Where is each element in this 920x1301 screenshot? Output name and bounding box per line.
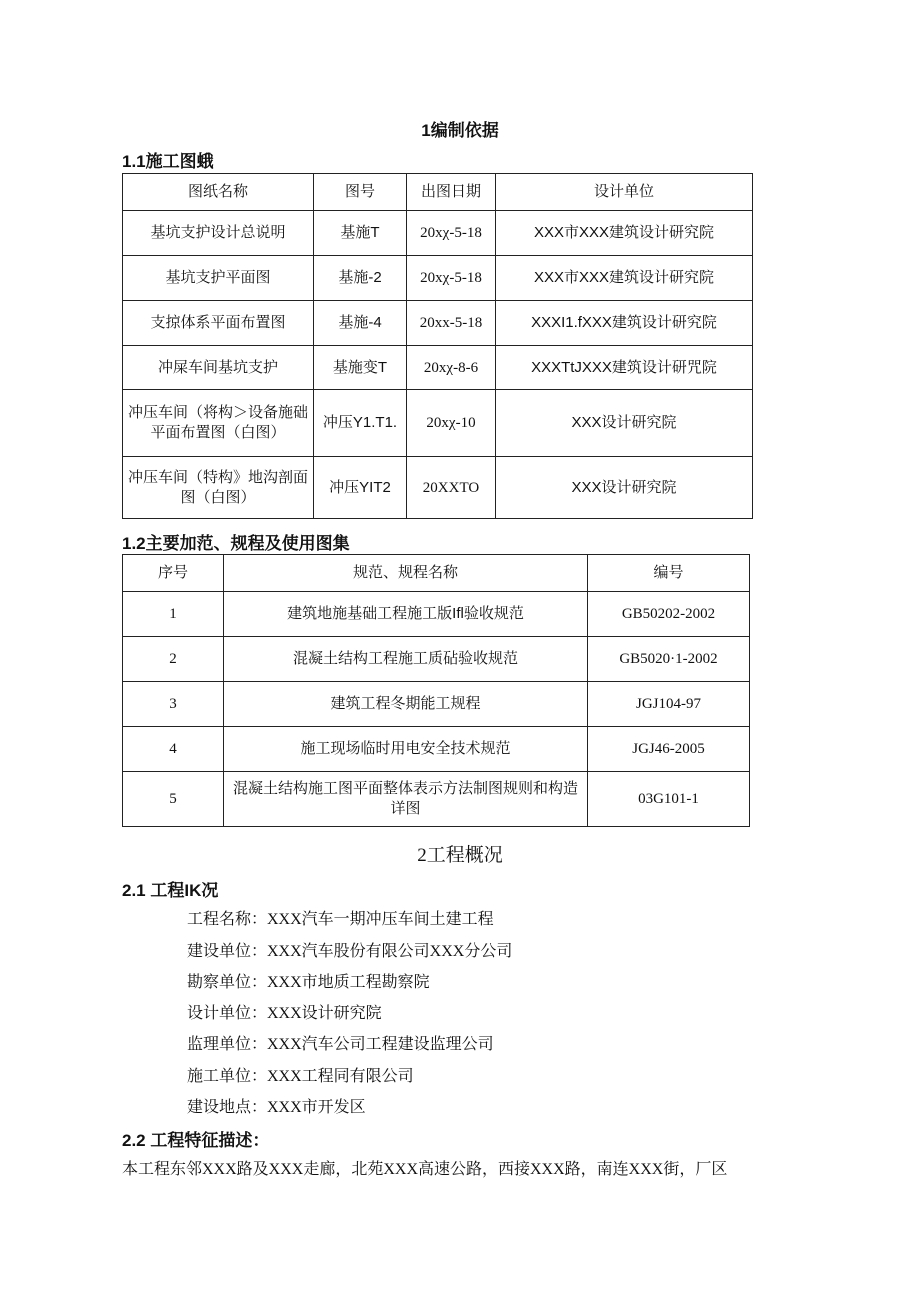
- table-row: [123, 457, 753, 519]
- info-location: 建设地点：XXX市开发区: [187, 1099, 366, 1116]
- table-row: [123, 211, 753, 256]
- section-1-title: 1编制依据: [421, 121, 499, 140]
- table-row: [123, 637, 750, 682]
- header-cell: 设计单位: [496, 174, 753, 211]
- table-row: [123, 592, 750, 637]
- standard-name: 混凝土结构工程施工质砧验收规范: [224, 637, 588, 682]
- standard-code: JGJ46-2005: [588, 727, 750, 772]
- design-unit: XXX市XXX建筑设计研究院: [496, 211, 753, 256]
- section-2-2-title: 2.2 工程特征描述：: [122, 1131, 270, 1150]
- drawing-date: 20xχ-5-18: [407, 211, 496, 256]
- table-row: [123, 727, 750, 772]
- standard-name: 混凝土结构施工图平面整体表示方法制图规则和构造详图: [224, 772, 588, 827]
- table-row: [123, 682, 750, 727]
- description-paragraph: 本工程东邻XXX路及XXX走廊，北苑XXX高速公路，西接XXX路，南连XXX街，厂区: [122, 1161, 728, 1178]
- standard-name: 建筑地施基础工程施工版Ifl验收规范: [224, 592, 588, 637]
- table-row: [123, 301, 753, 346]
- drawing-date: 20XXTO: [407, 457, 496, 519]
- drawing-date: 20xχ-10: [407, 390, 496, 457]
- header-cell: 编号: [588, 555, 750, 592]
- design-unit: XXXTtJXXX建筑设计研咒院: [496, 346, 753, 390]
- table-row: [123, 772, 750, 827]
- design-unit: XXX设计研究院: [496, 457, 753, 519]
- standard-index: 1: [123, 592, 224, 637]
- drawing-number: 基施-4: [314, 301, 407, 346]
- design-unit: XXXI1.fXXX建筑设计研究院: [496, 301, 753, 346]
- drawing-number: 基施T: [314, 211, 407, 256]
- drawing-date: 20xx-5-18: [407, 301, 496, 346]
- standard-index: 5: [123, 772, 224, 827]
- header-cell: 出图日期: [407, 174, 496, 211]
- drawings-header-row: [123, 174, 753, 211]
- standard-name: 建筑工程冬期能工规程: [224, 682, 588, 727]
- section-1-2-title: 1.2主要加范、规程及使用图集: [122, 534, 350, 553]
- section-1-1-title: 1.1施工图蛾: [122, 152, 214, 171]
- info-survey-unit: 勘察单位：XXX市地质工程勘察院: [187, 974, 430, 991]
- drawing-name: 冲压车间（特构》地沟剖面图（白图）: [123, 457, 314, 519]
- info-design-unit: 设计单位：XXX设计研究院: [187, 1005, 382, 1022]
- drawing-number: 冲压YIT2: [314, 457, 407, 519]
- info-supervisor: 监理单位：XXX汽车公司工程建设监理公司: [187, 1036, 494, 1053]
- table-row: [123, 346, 753, 390]
- drawing-number: 基施-2: [314, 256, 407, 301]
- info-contractor: 施工单位：XXX工程同有限公司: [187, 1068, 414, 1085]
- header-cell: 图号: [314, 174, 407, 211]
- drawing-number: 冲压Y1.T1.: [314, 390, 407, 457]
- table-row: [123, 256, 753, 301]
- drawing-number: 基施变T: [314, 346, 407, 390]
- standard-code: 03G101-1: [588, 772, 750, 827]
- header-cell: 图纸名称: [123, 174, 314, 211]
- design-unit: XXX设计研究院: [496, 390, 753, 457]
- info-project-name: 工程名称：XXX汽车一期冲压车间土建工程: [187, 911, 494, 928]
- standard-index: 4: [123, 727, 224, 772]
- standard-name: 施工现场临时用电安全技术规范: [224, 727, 588, 772]
- drawing-name: 支掠体系平面布置图: [123, 301, 314, 346]
- table-row: [123, 390, 753, 457]
- standard-code: GB50202-2002: [588, 592, 750, 637]
- standard-code: GB5020·1-2002: [588, 637, 750, 682]
- standard-index: 2: [123, 637, 224, 682]
- info-owner: 建设单位：XXX汽车股份有限公司XXX分公司: [187, 943, 513, 960]
- standard-index: 3: [123, 682, 224, 727]
- standards-header-row: [123, 555, 750, 592]
- drawing-name: 冲压车间（将构＞设备施础平面布置图（白图）: [123, 390, 314, 457]
- drawings-table: [122, 173, 753, 519]
- drawing-name: 基坑支护设计总说明: [123, 211, 314, 256]
- standard-code: JGJ104-97: [588, 682, 750, 727]
- drawing-date: 20xχ-8-6: [407, 346, 496, 390]
- standards-table: [122, 554, 750, 827]
- drawing-name: 基坑支护平面图: [123, 256, 314, 301]
- section-2-title: 2工程概况: [417, 845, 503, 866]
- header-cell: 序号: [123, 555, 224, 592]
- drawing-name: 冲屎车间基坑支护: [123, 346, 314, 390]
- drawing-date: 20xχ-5-18: [407, 256, 496, 301]
- header-cell: 规范、规程名称: [224, 555, 588, 592]
- section-2-1-title: 2.1 工程IK况: [122, 881, 219, 900]
- design-unit: XXX市XXX建筑设计研究院: [496, 256, 753, 301]
